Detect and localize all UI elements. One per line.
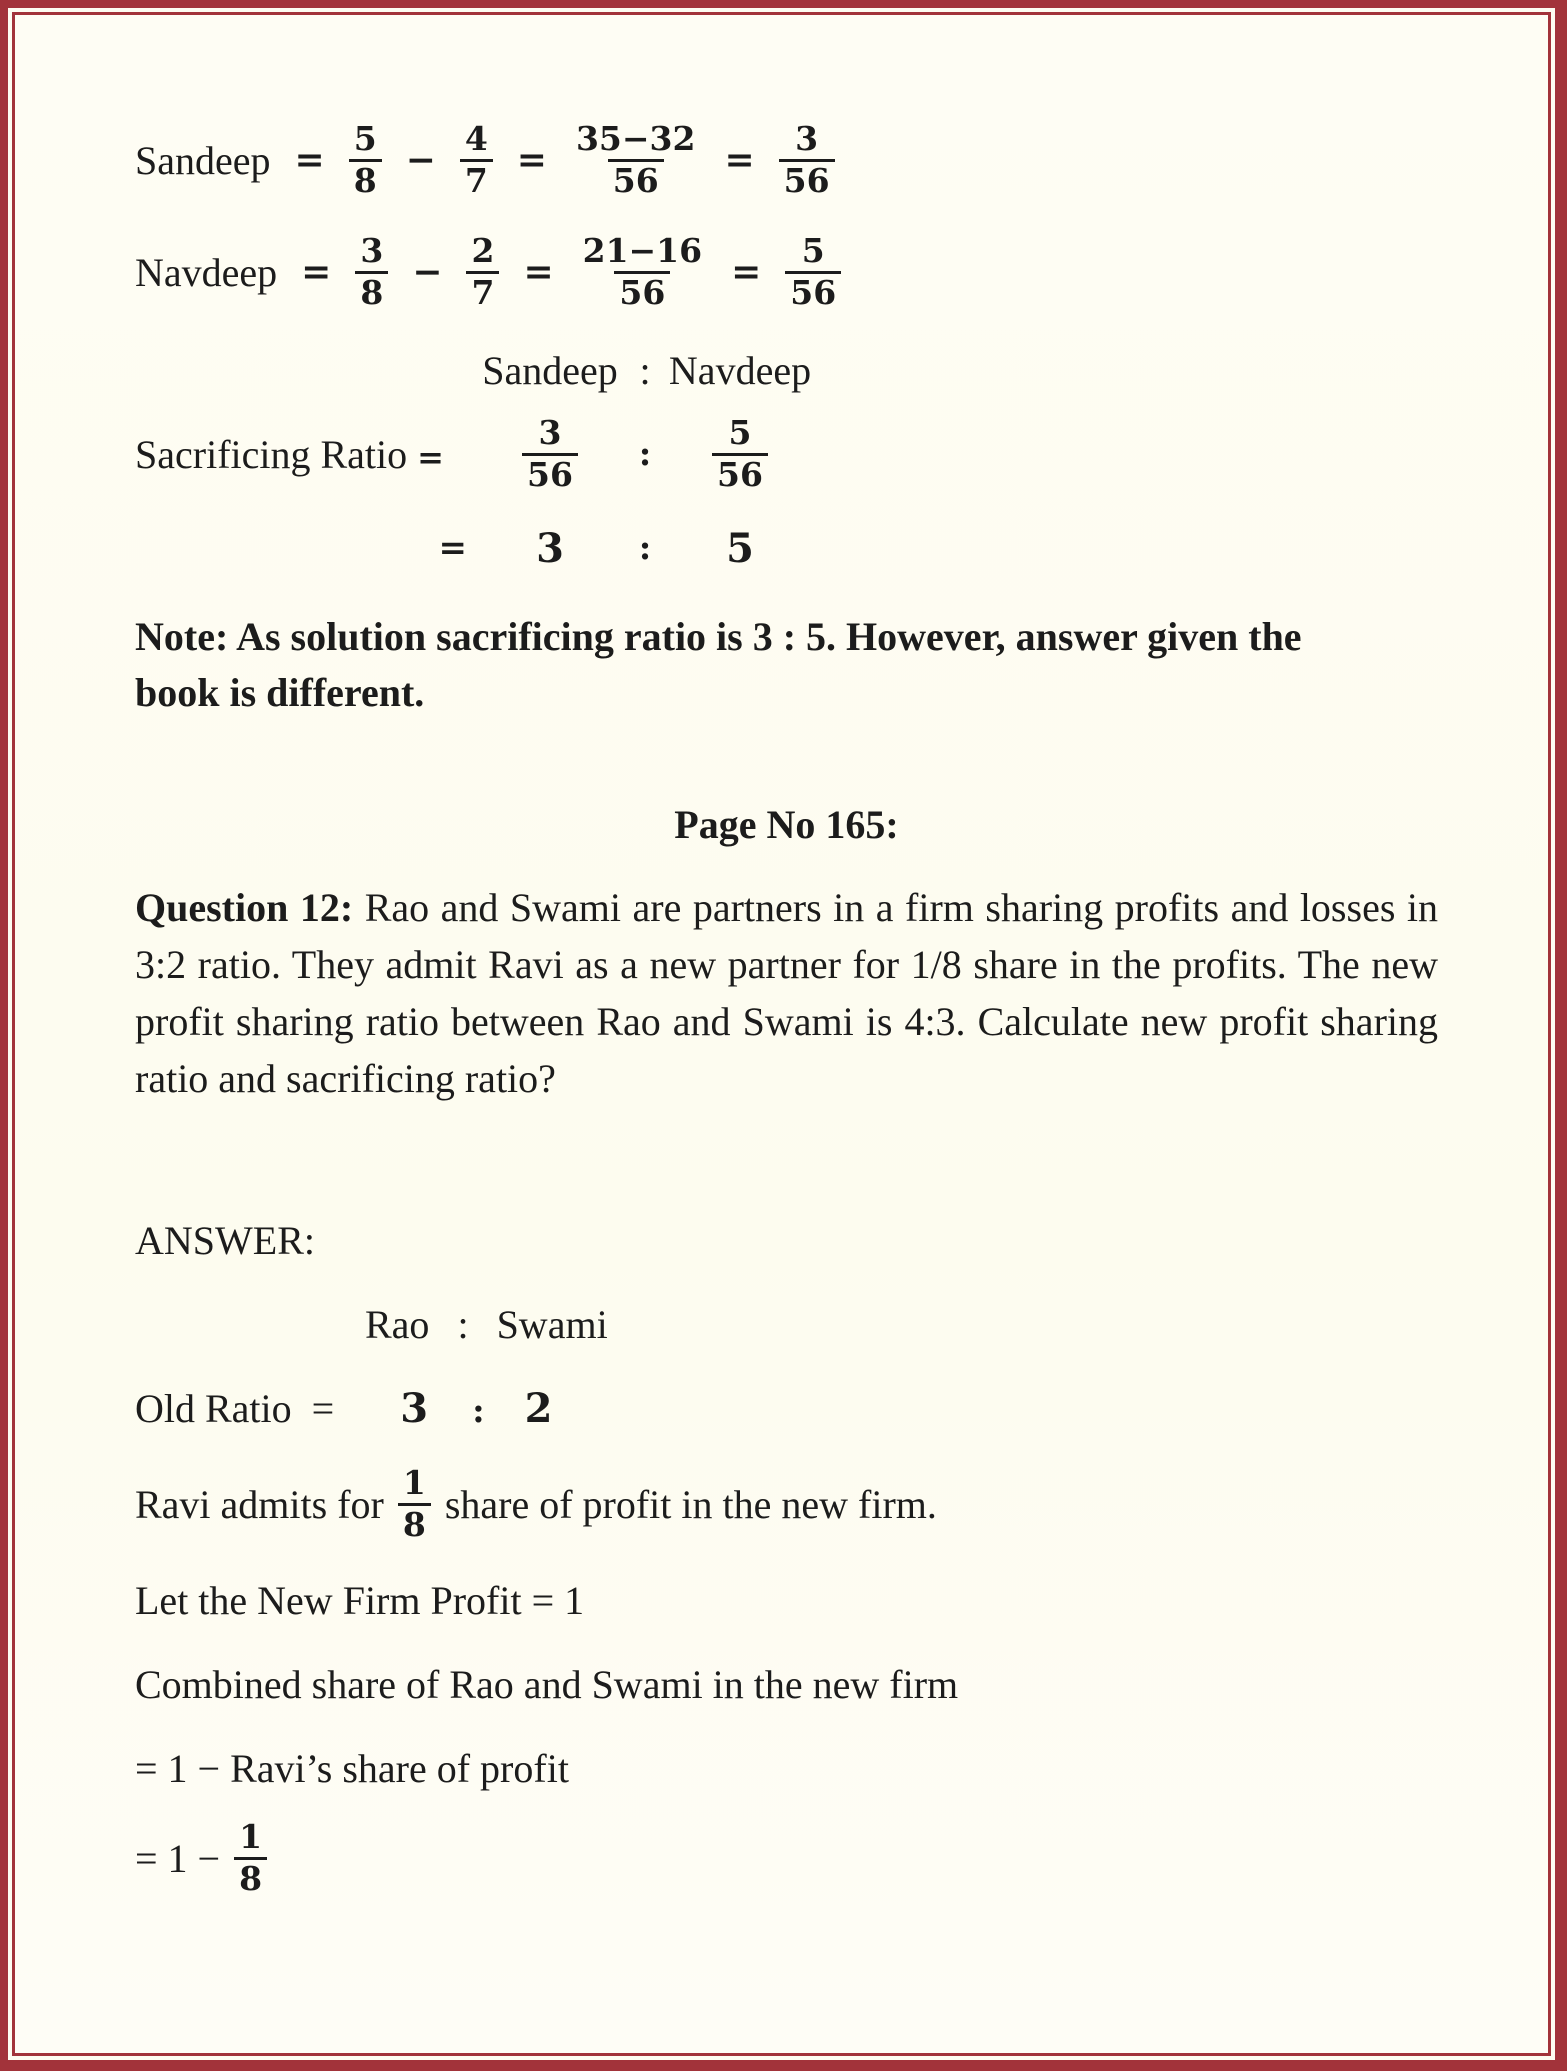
fraction-numerator: 3 <box>538 412 562 452</box>
fraction-denominator: 8 <box>349 159 382 201</box>
page-number-heading: Page No 165: <box>674 802 899 847</box>
note-line: Note: As solution sacrificing ratio is 3 : 5. However, answer given the <box>135 614 1302 659</box>
old-ratio-label: Old Ratio <box>135 1386 292 1431</box>
fraction <box>466 232 499 313</box>
fraction-denominator: 8 <box>234 1857 267 1899</box>
question-text: Rao and Swami are partners in a firm sharing profits and losses in 3:2 ratio. They admit Ravi as a new partner for 1/8 share in the profits. The new profit sharing ratio between Rao and Swami is 4:3. Calculate new profit sharing ratio and sacrificing ratio? <box>135 885 1438 1101</box>
ratio-header-row <box>135 347 1438 395</box>
fraction-denominator: 8 <box>355 271 388 313</box>
equals-sign: = <box>311 1386 335 1431</box>
fraction-numerator: 35−32 <box>575 118 696 158</box>
minus-sign: − <box>412 251 443 293</box>
fraction <box>398 1464 431 1545</box>
ratio-left-name: Sandeep <box>482 348 618 393</box>
fraction <box>460 120 493 201</box>
ratio-colon: : <box>638 434 652 474</box>
fraction <box>234 1818 267 1899</box>
old-ratio-value-2: 2 <box>524 1385 553 1432</box>
answer-ratio-header <box>365 1301 1438 1349</box>
fraction <box>355 232 388 313</box>
fraction-numerator: 3 <box>795 118 819 158</box>
equals-sign: = <box>417 437 444 476</box>
fraction-numerator: 5 <box>353 118 377 158</box>
fraction-denominator: 8 <box>398 1503 431 1545</box>
fraction <box>779 120 835 201</box>
let-profit-line: Let the New Firm Profit = 1 <box>135 1578 585 1623</box>
ratio-colon: : <box>472 1391 485 1431</box>
answer-heading: ANSWER: <box>135 1218 315 1263</box>
fraction <box>571 120 701 201</box>
ratio-right-name: Navdeep <box>668 348 812 393</box>
result-value-1: 3 <box>536 524 564 572</box>
fraction <box>349 120 382 201</box>
fraction-denominator: 56 <box>614 271 670 313</box>
fraction-numerator: 3 <box>360 230 384 270</box>
final-fraction-line <box>135 1813 1438 1903</box>
note-line: book is different. <box>135 670 425 715</box>
question-label: Question 12: <box>135 885 354 930</box>
ravi-admits-line <box>135 1459 1438 1549</box>
line-text-pre: = 1 − <box>135 1835 221 1881</box>
minus-sign: − <box>405 139 436 181</box>
ratio-left-name: Rao <box>365 1302 430 1347</box>
sacrificing-ratio-row <box>135 409 1438 499</box>
line-text-post: share of profit in the new firm. <box>444 1481 937 1527</box>
fraction-denominator: 56 <box>712 453 768 495</box>
fraction <box>665 414 815 495</box>
formula-label: Sandeep <box>135 137 271 183</box>
equals-sign: = <box>724 139 755 181</box>
sacrificing-result-row <box>135 523 1438 573</box>
fraction-denominator: 7 <box>460 159 493 201</box>
page-border-band <box>8 8 1555 2060</box>
fraction-numerator: 4 <box>464 118 488 158</box>
page-content <box>15 15 1548 1903</box>
formula-sandeep <box>135 115 1438 205</box>
label-text: Sacrificing Ratio <box>135 431 408 477</box>
ratio-colon: : <box>639 348 651 393</box>
equals-sign: = <box>523 251 554 293</box>
old-ratio-row <box>135 1385 1438 1435</box>
equals-sign: = <box>731 251 762 293</box>
note-block <box>135 609 1438 721</box>
combined-share-line: Combined share of Rao and Swami in the new firm <box>135 1662 959 1707</box>
fraction-denominator: 56 <box>785 271 841 313</box>
formula-label: Navdeep <box>135 249 278 295</box>
equals-sign: = <box>438 528 467 568</box>
fraction-numerator: 1 <box>402 1462 426 1502</box>
fraction <box>475 414 625 495</box>
fraction-numerator: 5 <box>801 230 825 270</box>
result-value-2: 5 <box>726 524 754 572</box>
ratio-right-name: Swami <box>496 1302 608 1347</box>
formula-navdeep <box>135 227 1438 317</box>
fraction-denominator: 56 <box>608 159 664 201</box>
minus-ravi-share-line: = 1 − Ravi’s share of profit <box>135 1746 569 1791</box>
equals-sign: = <box>294 139 325 181</box>
fraction-numerator: 1 <box>239 1816 263 1856</box>
equals-sign: = <box>301 251 332 293</box>
ratio-colon: : <box>457 1302 469 1347</box>
fraction-denominator: 7 <box>466 271 499 313</box>
fraction <box>578 232 708 313</box>
fraction-denominator: 56 <box>522 453 578 495</box>
line-text-pre: Ravi admits for <box>135 1481 384 1527</box>
sacrificing-ratio-label <box>135 431 475 478</box>
fraction-denominator: 56 <box>779 159 835 201</box>
ratio-colon: : <box>638 528 652 568</box>
document-page <box>12 12 1551 2056</box>
old-ratio-value-1: 3 <box>400 1385 429 1432</box>
fraction-numerator: 21−16 <box>582 230 703 270</box>
equals-sign: = <box>516 139 547 181</box>
fraction-numerator: 5 <box>728 412 752 452</box>
fraction-numerator: 2 <box>471 230 495 270</box>
question-paragraph <box>135 879 1438 1107</box>
fraction <box>785 232 841 313</box>
